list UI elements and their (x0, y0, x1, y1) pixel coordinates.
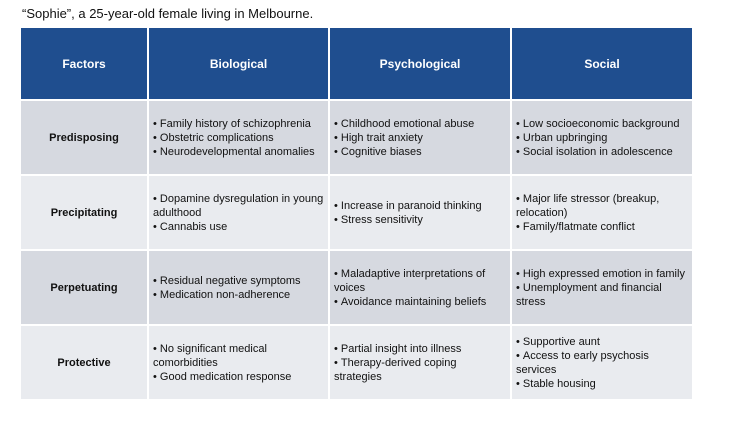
psychological-cell (329, 250, 511, 325)
list-item: • Family/flatmate conflict (516, 220, 688, 234)
header-social: Social (511, 28, 692, 100)
row-perpetuating (21, 250, 692, 325)
list-item: • Major life stressor (breakup, relocation) (516, 192, 688, 220)
row-precipitating (21, 175, 692, 250)
list-item: • Therapy-derived coping strategies (334, 356, 506, 384)
list-item: • Urban upbringing (516, 131, 688, 145)
list-item: • Good medication response (153, 370, 324, 384)
list-item: • Cannabis use (153, 220, 324, 234)
biopsychosocial-table (21, 28, 692, 401)
factor-label: Perpetuating (21, 250, 148, 325)
case-caption: “Sophie”, a 25-year-old female living in Melbourne. (22, 6, 314, 21)
psychological-cell (329, 175, 511, 250)
header-biological: Biological (148, 28, 329, 100)
list-item: • Dopamine dysregulation in young adulthood (153, 192, 324, 220)
list-item: • Stress sensitivity (334, 213, 506, 227)
list-item: • Obstetric complications (153, 131, 324, 145)
list-item: • High expressed emotion in family (516, 267, 688, 281)
factor-label: Precipitating (21, 175, 148, 250)
psychological-cell (329, 325, 511, 400)
list-item: • No significant medical comorbidities (153, 342, 324, 370)
biological-cell (148, 325, 329, 400)
list-item: • Avoidance maintaining beliefs (334, 295, 506, 309)
list-item: • Low socioeconomic background (516, 117, 688, 131)
row-protective (21, 325, 692, 400)
list-item: • Stable housing (516, 377, 688, 391)
list-item: • Increase in paranoid thinking (334, 199, 506, 213)
list-item: • Unemployment and financial stress (516, 281, 688, 309)
row-predisposing (21, 100, 692, 175)
factor-label: Protective (21, 325, 148, 400)
list-item: • Neurodevelopmental anomalies (153, 145, 324, 159)
header-factors: Factors (21, 28, 148, 100)
social-cell (511, 175, 692, 250)
list-item: • Medication non-adherence (153, 288, 324, 302)
list-item: • Childhood emotional abuse (334, 117, 506, 131)
list-item: • Supportive aunt (516, 335, 688, 349)
psychological-cell (329, 100, 511, 175)
list-item: • Social isolation in adolescence (516, 145, 688, 159)
list-item: • Maladaptive interpretations of voices (334, 267, 506, 295)
list-item: • Family history of schizophrenia (153, 117, 324, 131)
biological-cell (148, 175, 329, 250)
social-cell (511, 250, 692, 325)
biological-cell (148, 250, 329, 325)
factor-label: Predisposing (21, 100, 148, 175)
list-item: • Residual negative symptoms (153, 274, 324, 288)
social-cell (511, 100, 692, 175)
list-item: • Cognitive biases (334, 145, 506, 159)
header-psychological: Psychological (329, 28, 511, 100)
social-cell (511, 325, 692, 400)
list-item: • Partial insight into illness (334, 342, 506, 356)
biological-cell (148, 100, 329, 175)
header-row (21, 28, 692, 100)
list-item: • Access to early psychosis services (516, 349, 688, 377)
list-item: • High trait anxiety (334, 131, 506, 145)
